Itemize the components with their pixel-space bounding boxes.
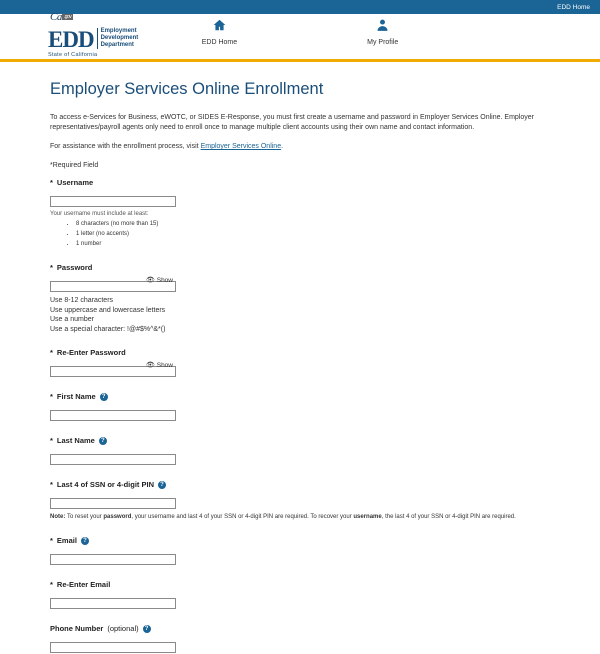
field-phone-number bbox=[50, 624, 550, 654]
password-show-label: Show bbox=[156, 277, 173, 284]
ssn-pin-required-marker: * bbox=[50, 480, 53, 489]
main-content bbox=[0, 62, 600, 654]
reenter-email-required-marker: * bbox=[50, 580, 53, 589]
edd-logo-letters: EDD bbox=[48, 27, 94, 52]
username-input[interactable] bbox=[50, 196, 176, 207]
reenter-password-show-button[interactable] bbox=[146, 360, 173, 371]
eye-icon: 👁 bbox=[145, 277, 155, 284]
last-name-label-text: Last Name bbox=[56, 436, 95, 445]
email-required-marker: * bbox=[50, 536, 53, 545]
field-last-name bbox=[50, 436, 550, 466]
header-nav bbox=[0, 18, 600, 46]
nav-item-edd-home[interactable] bbox=[202, 18, 237, 46]
username-rule: • 8 characters (no more than 15) bbox=[76, 219, 550, 229]
first-name-label bbox=[50, 392, 550, 401]
first-name-required-marker: * bbox=[50, 392, 53, 401]
last-name-label bbox=[50, 436, 550, 445]
nav-item-my-profile-label: My Profile bbox=[367, 39, 399, 46]
password-rule: Use a number bbox=[50, 316, 94, 323]
last-name-required-marker: * bbox=[50, 436, 53, 445]
reenter-password-label bbox=[50, 348, 550, 357]
nav-item-my-profile[interactable] bbox=[367, 18, 398, 46]
field-password bbox=[50, 263, 550, 334]
username-rule: • 1 letter (no accents) bbox=[76, 229, 550, 239]
home-icon bbox=[212, 18, 227, 36]
ca-gov-suffix: .gov bbox=[63, 14, 72, 21]
edd-wordmark-line2: Development bbox=[100, 35, 139, 41]
username-label-text: Username bbox=[56, 178, 94, 187]
ssn-pin-label-text: Last 4 of SSN or 4-digit PIN bbox=[56, 480, 155, 489]
phone-number-label bbox=[50, 624, 550, 633]
field-reenter-password bbox=[50, 348, 550, 378]
help-icon[interactable]: ? bbox=[143, 625, 151, 633]
password-rules bbox=[50, 296, 550, 334]
ssn-pin-note-text2: , your username and last 4 of your SSN or 4-digit PIN are required. To recover your bbox=[131, 514, 354, 520]
password-required-marker: * bbox=[50, 263, 53, 272]
field-ssn-pin bbox=[50, 480, 550, 522]
ssn-pin-note-prefix: Note: bbox=[50, 514, 67, 520]
username-label bbox=[50, 178, 550, 187]
required-field-note: *Required Field bbox=[50, 162, 99, 169]
field-first-name bbox=[50, 392, 550, 422]
username-rules-list bbox=[50, 219, 550, 249]
reenter-password-label-text: Re-Enter Password bbox=[56, 348, 126, 357]
field-email bbox=[50, 536, 550, 566]
ssn-pin-note-text1: To reset your bbox=[67, 514, 104, 520]
ssn-pin-note-bold2: username bbox=[353, 514, 382, 520]
phone-number-label-text: Phone Number bbox=[50, 624, 104, 633]
ssn-pin-label bbox=[50, 480, 550, 489]
help-icon[interactable]: ? bbox=[81, 537, 89, 545]
phone-number-optional-text: (optional) bbox=[107, 624, 139, 633]
reenter-password-required-marker: * bbox=[50, 348, 53, 357]
reenter-email-label-text: Re-Enter Email bbox=[56, 580, 111, 589]
utility-topbar bbox=[0, 0, 600, 14]
nav-item-edd-home-label: EDD Home bbox=[201, 39, 238, 46]
assistance-suffix: . bbox=[281, 143, 284, 150]
ssn-pin-input[interactable] bbox=[50, 498, 176, 509]
ssn-pin-note-text3: , the last 4 of your SSN or 4-digit PIN are required. bbox=[381, 514, 516, 520]
edd-wordmark-line1: Employment bbox=[100, 28, 137, 34]
field-username bbox=[50, 178, 550, 249]
field-reenter-email bbox=[50, 580, 550, 610]
password-rule: Use a special character: !@#$%^&*() bbox=[50, 325, 166, 333]
phone-number-input[interactable] bbox=[50, 642, 176, 653]
intro-paragraph: To access e-Services for Business, eWOTC, or SIDES E-Response, you must first create a username and password in Employer Services Online. Employer representatives/payroll agents only need to enroll once to manage multiple client accounts using their own name and contact information. bbox=[50, 114, 534, 131]
help-icon[interactable]: ? bbox=[99, 437, 107, 445]
email-input[interactable] bbox=[50, 554, 176, 565]
first-name-label-text: First Name bbox=[56, 392, 96, 401]
user-profile-icon bbox=[375, 18, 390, 36]
assistance-paragraph bbox=[50, 143, 550, 150]
password-label-text: Password bbox=[56, 263, 93, 272]
email-label-text: Email bbox=[56, 536, 77, 545]
ca-gov-text: Ca bbox=[50, 11, 62, 23]
help-icon[interactable]: ? bbox=[100, 393, 108, 401]
ssn-pin-note-bold1: password bbox=[103, 514, 132, 520]
reenter-email-input[interactable] bbox=[50, 598, 176, 609]
site-header bbox=[0, 11, 600, 62]
password-label bbox=[50, 263, 550, 272]
edd-wordmark-line3: Department bbox=[100, 42, 134, 48]
reenter-password-input-wrapper bbox=[50, 360, 176, 378]
username-required-marker: * bbox=[50, 178, 53, 187]
username-hint: Your username must include at least: bbox=[50, 211, 149, 217]
assistance-prefix: For assistance with the enrollment process, visit bbox=[50, 143, 201, 150]
email-label bbox=[50, 536, 550, 545]
eye-icon: 👁 bbox=[145, 362, 155, 369]
edd-state-label: State of California bbox=[48, 52, 98, 58]
password-input-wrapper bbox=[50, 275, 176, 293]
reenter-email-label bbox=[50, 580, 550, 589]
username-rule: • 1 number bbox=[76, 239, 550, 249]
page-title: Employer Services Online Enrollment bbox=[50, 80, 324, 98]
help-icon[interactable]: ? bbox=[158, 481, 166, 489]
ssn-pin-note bbox=[50, 513, 550, 522]
edd-home-top-link[interactable]: EDD Home bbox=[557, 3, 590, 11]
last-name-input[interactable] bbox=[50, 454, 176, 465]
password-rule: Use 8-12 characters bbox=[50, 297, 114, 304]
reenter-password-show-label: Show bbox=[156, 362, 173, 369]
first-name-input[interactable] bbox=[50, 410, 176, 421]
employer-services-online-link[interactable]: Employer Services Online bbox=[200, 143, 282, 150]
password-rule: Use uppercase and lowercase letters bbox=[50, 306, 166, 314]
password-show-button[interactable] bbox=[146, 275, 173, 286]
